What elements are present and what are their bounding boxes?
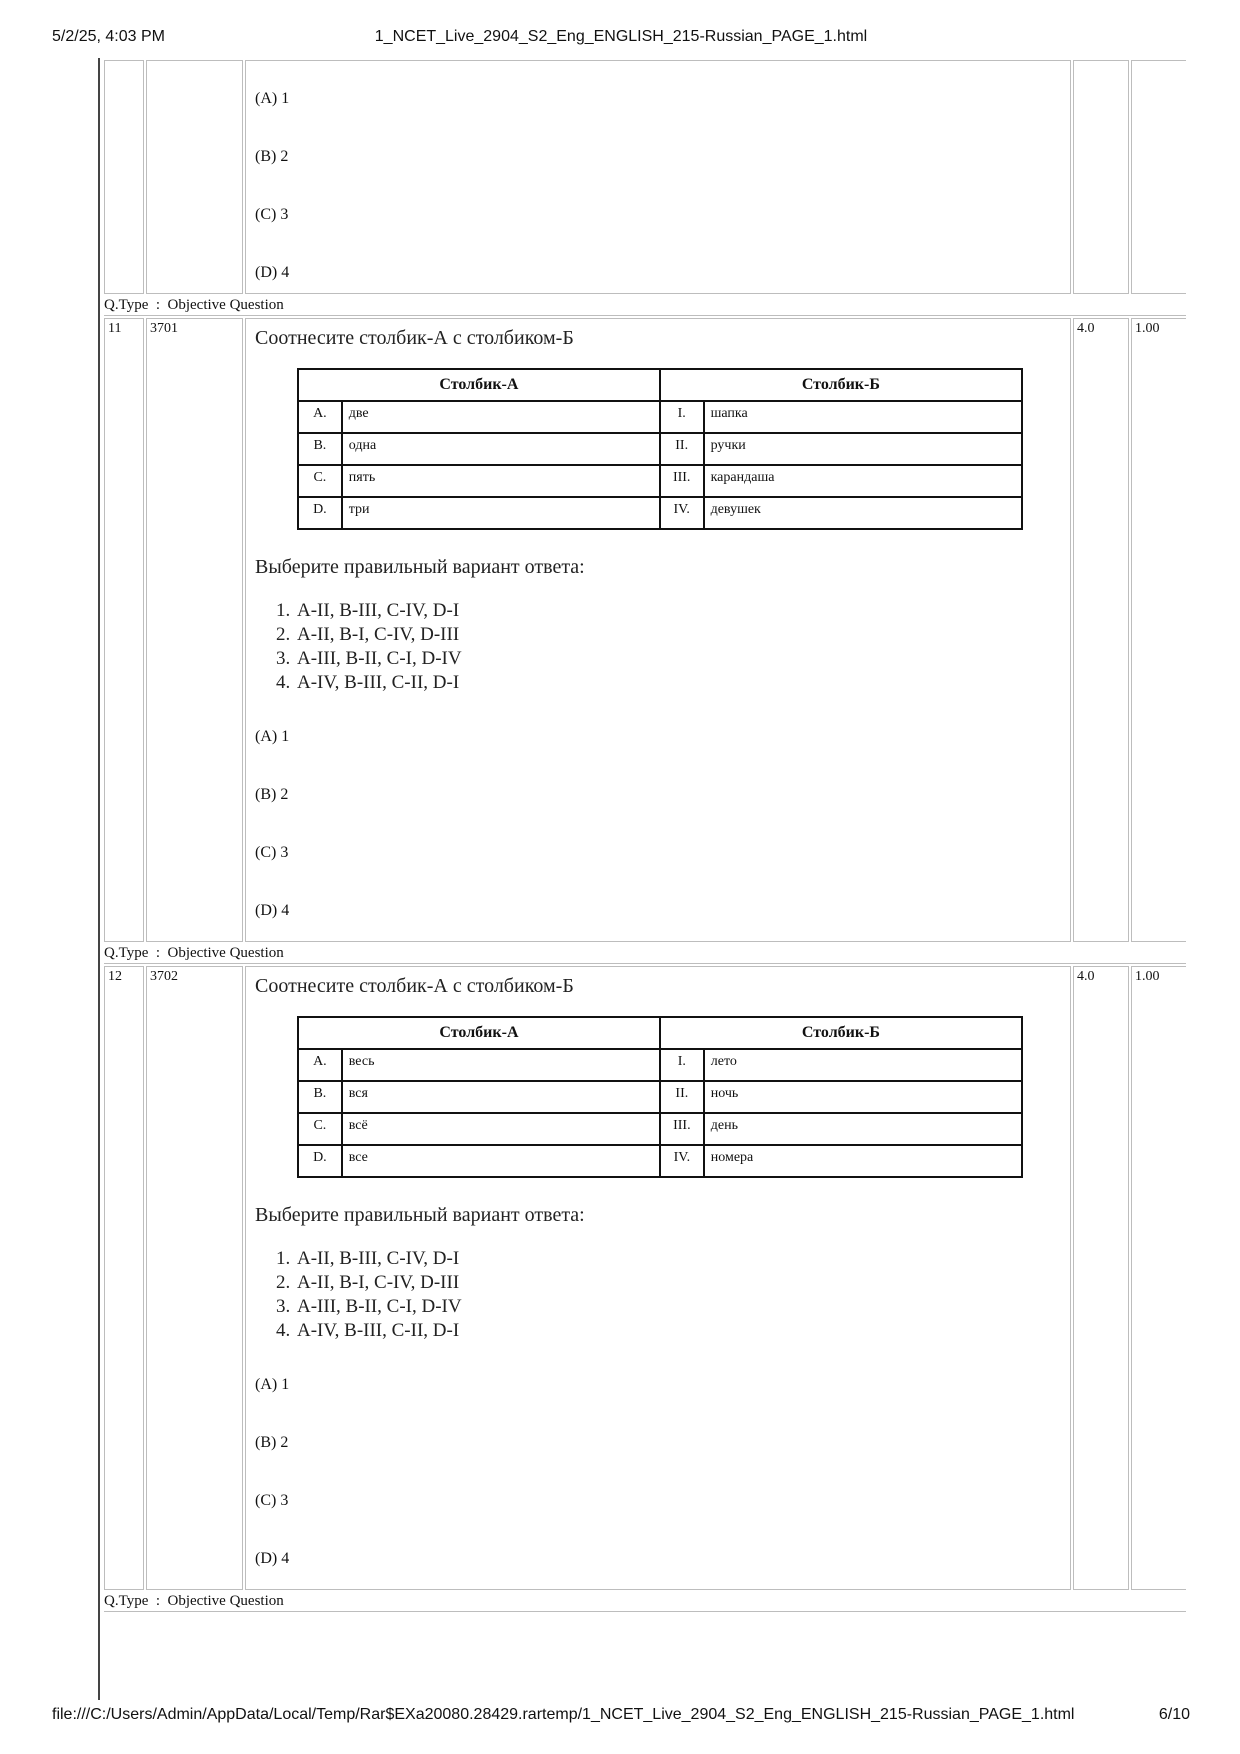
- option-b[interactable]: (B) 2: [255, 786, 289, 803]
- column-a-value: одна: [342, 433, 660, 465]
- option-b[interactable]: (B) 2: [255, 1434, 289, 1451]
- match-row: [298, 433, 1022, 465]
- print-datetime: 5/2/25, 4:03 PM: [52, 28, 165, 45]
- column-a-header: Столбик-А: [298, 1017, 660, 1049]
- question-row: [104, 318, 1186, 942]
- column-a-value: три: [342, 497, 660, 529]
- column-a-header: Столбик-А: [298, 369, 660, 401]
- column-a-key: C.: [298, 1113, 342, 1145]
- column-a-key: A.: [298, 401, 342, 433]
- question-body-cell: [245, 60, 1071, 294]
- column-b-value: карандаша: [704, 465, 1022, 497]
- negative-marks-value: 1.00: [1131, 966, 1186, 1590]
- option-d[interactable]: (D) 4: [255, 1550, 290, 1567]
- column-a-key: A.: [298, 1049, 342, 1081]
- question-number: 11: [104, 318, 144, 942]
- answer-combination: 1. A-II, B-III, C-IV, D-I: [295, 1247, 1067, 1271]
- option-d[interactable]: (D) 4: [255, 902, 290, 919]
- answer-combinations: [275, 1247, 1067, 1343]
- match-table: [297, 368, 1023, 530]
- option-c[interactable]: (C) 3: [255, 844, 289, 861]
- column-a-key: B.: [298, 1081, 342, 1113]
- question-list: [102, 58, 1186, 1614]
- match-table: [297, 1016, 1023, 1178]
- option-b[interactable]: (B) 2: [255, 148, 289, 165]
- option-a[interactable]: (A) 1: [255, 1376, 290, 1393]
- qtype-label: Q.Type : Objective Question: [104, 296, 1186, 316]
- marks-cell: [1073, 60, 1129, 294]
- column-b-header: Столбик-Б: [660, 1017, 1022, 1049]
- print-page-number: 6/10: [1158, 1706, 1190, 1723]
- match-row: [298, 1081, 1022, 1113]
- column-b-key: II.: [660, 433, 704, 465]
- question-row: [104, 966, 1186, 1590]
- column-b-header: Столбик-Б: [660, 369, 1022, 401]
- answer-combination: 4. A-IV, B-III, C-II, D-I: [295, 1319, 1067, 1343]
- match-row: [298, 1145, 1022, 1177]
- marks-value: 4.0: [1073, 318, 1129, 942]
- answer-combination: 2. A-II, B-I, C-IV, D-III: [295, 1271, 1067, 1295]
- qtype-label: Q.Type : Objective Question: [104, 1592, 1186, 1612]
- column-b-key: IV.: [660, 497, 704, 529]
- column-b-value: ручки: [704, 433, 1022, 465]
- answer-combination: 4. A-IV, B-III, C-II, D-I: [295, 671, 1067, 695]
- question-number-cell: [104, 60, 144, 294]
- question-text: Соотнесите столбик-А с столбиком-Б: [255, 975, 574, 997]
- question-id-cell: [146, 60, 243, 294]
- answer-combination: 3. A-III, B-II, C-I, D-IV: [295, 1295, 1067, 1319]
- negative-marks-cell: [1131, 60, 1186, 294]
- qtype-row: [104, 1592, 1186, 1612]
- option-c[interactable]: (C) 3: [255, 206, 289, 223]
- column-b-key: IV.: [660, 1145, 704, 1177]
- column-b-key: I.: [660, 401, 704, 433]
- column-a-value: две: [342, 401, 660, 433]
- question-id: 3701: [146, 318, 243, 942]
- option-a[interactable]: (A) 1: [255, 728, 290, 745]
- qtype-row: [104, 944, 1186, 964]
- column-a-value: вся: [342, 1081, 660, 1113]
- column-a-value: всё: [342, 1113, 660, 1145]
- column-b-value: девушек: [704, 497, 1022, 529]
- choose-answer-prompt: Выберите правильный вариант ответа:: [255, 556, 585, 578]
- print-file-url: file:///C:/Users/Admin/AppData/Local/Temp/Rar$EXa20080.28429.rartemp/1_NCET_Live_2904_S2_Eng_ENGLISH_215-Russian_PAGE_1.html: [52, 1706, 1075, 1723]
- column-b-value: ночь: [704, 1081, 1022, 1113]
- question-body-cell: [245, 318, 1071, 942]
- question-row-continued: [104, 60, 1186, 294]
- column-a-value: пять: [342, 465, 660, 497]
- answer-combination: 2. A-II, B-I, C-IV, D-III: [295, 623, 1067, 647]
- match-row: [298, 401, 1022, 433]
- answer-combination: 3. A-III, B-II, C-I, D-IV: [295, 647, 1067, 671]
- question-text: Соотнесите столбик-А с столбиком-Б: [255, 327, 574, 349]
- answer-combinations: [275, 599, 1067, 695]
- column-b-key: III.: [660, 1113, 704, 1145]
- question-number: 12: [104, 966, 144, 1590]
- match-row: [298, 497, 1022, 529]
- column-a-key: C.: [298, 465, 342, 497]
- column-a-value: весь: [342, 1049, 660, 1081]
- option-a[interactable]: (A) 1: [255, 90, 290, 107]
- print-header: [52, 28, 1190, 52]
- column-a-key: D.: [298, 497, 342, 529]
- question-id: 3702: [146, 966, 243, 1590]
- column-b-value: шапка: [704, 401, 1022, 433]
- option-c[interactable]: (C) 3: [255, 1492, 289, 1509]
- marks-value: 4.0: [1073, 966, 1129, 1590]
- column-b-key: III.: [660, 465, 704, 497]
- print-footer: [52, 1706, 1190, 1730]
- match-row: [298, 1049, 1022, 1081]
- match-row: [298, 1113, 1022, 1145]
- column-b-key: I.: [660, 1049, 704, 1081]
- column-a-key: D.: [298, 1145, 342, 1177]
- column-b-value: день: [704, 1113, 1022, 1145]
- column-b-value: лето: [704, 1049, 1022, 1081]
- choose-answer-prompt: Выберите правильный вариант ответа:: [255, 1204, 585, 1226]
- question-table: [102, 58, 1186, 1614]
- column-b-value: номера: [704, 1145, 1022, 1177]
- question-body-cell: [245, 966, 1071, 1590]
- page-content-viewport[interactable]: [98, 58, 1186, 1700]
- match-row: [298, 465, 1022, 497]
- answer-combination: 1. A-II, B-III, C-IV, D-I: [295, 599, 1067, 623]
- option-d[interactable]: (D) 4: [255, 264, 290, 281]
- print-document-title: 1_NCET_Live_2904_S2_Eng_ENGLISH_215-Russian_PAGE_1.html: [374, 28, 868, 45]
- qtype-label: Q.Type : Objective Question: [104, 944, 1186, 964]
- column-b-key: II.: [660, 1081, 704, 1113]
- qtype-row: [104, 296, 1186, 316]
- negative-marks-value: 1.00: [1131, 318, 1186, 942]
- column-a-value: все: [342, 1145, 660, 1177]
- column-a-key: B.: [298, 433, 342, 465]
